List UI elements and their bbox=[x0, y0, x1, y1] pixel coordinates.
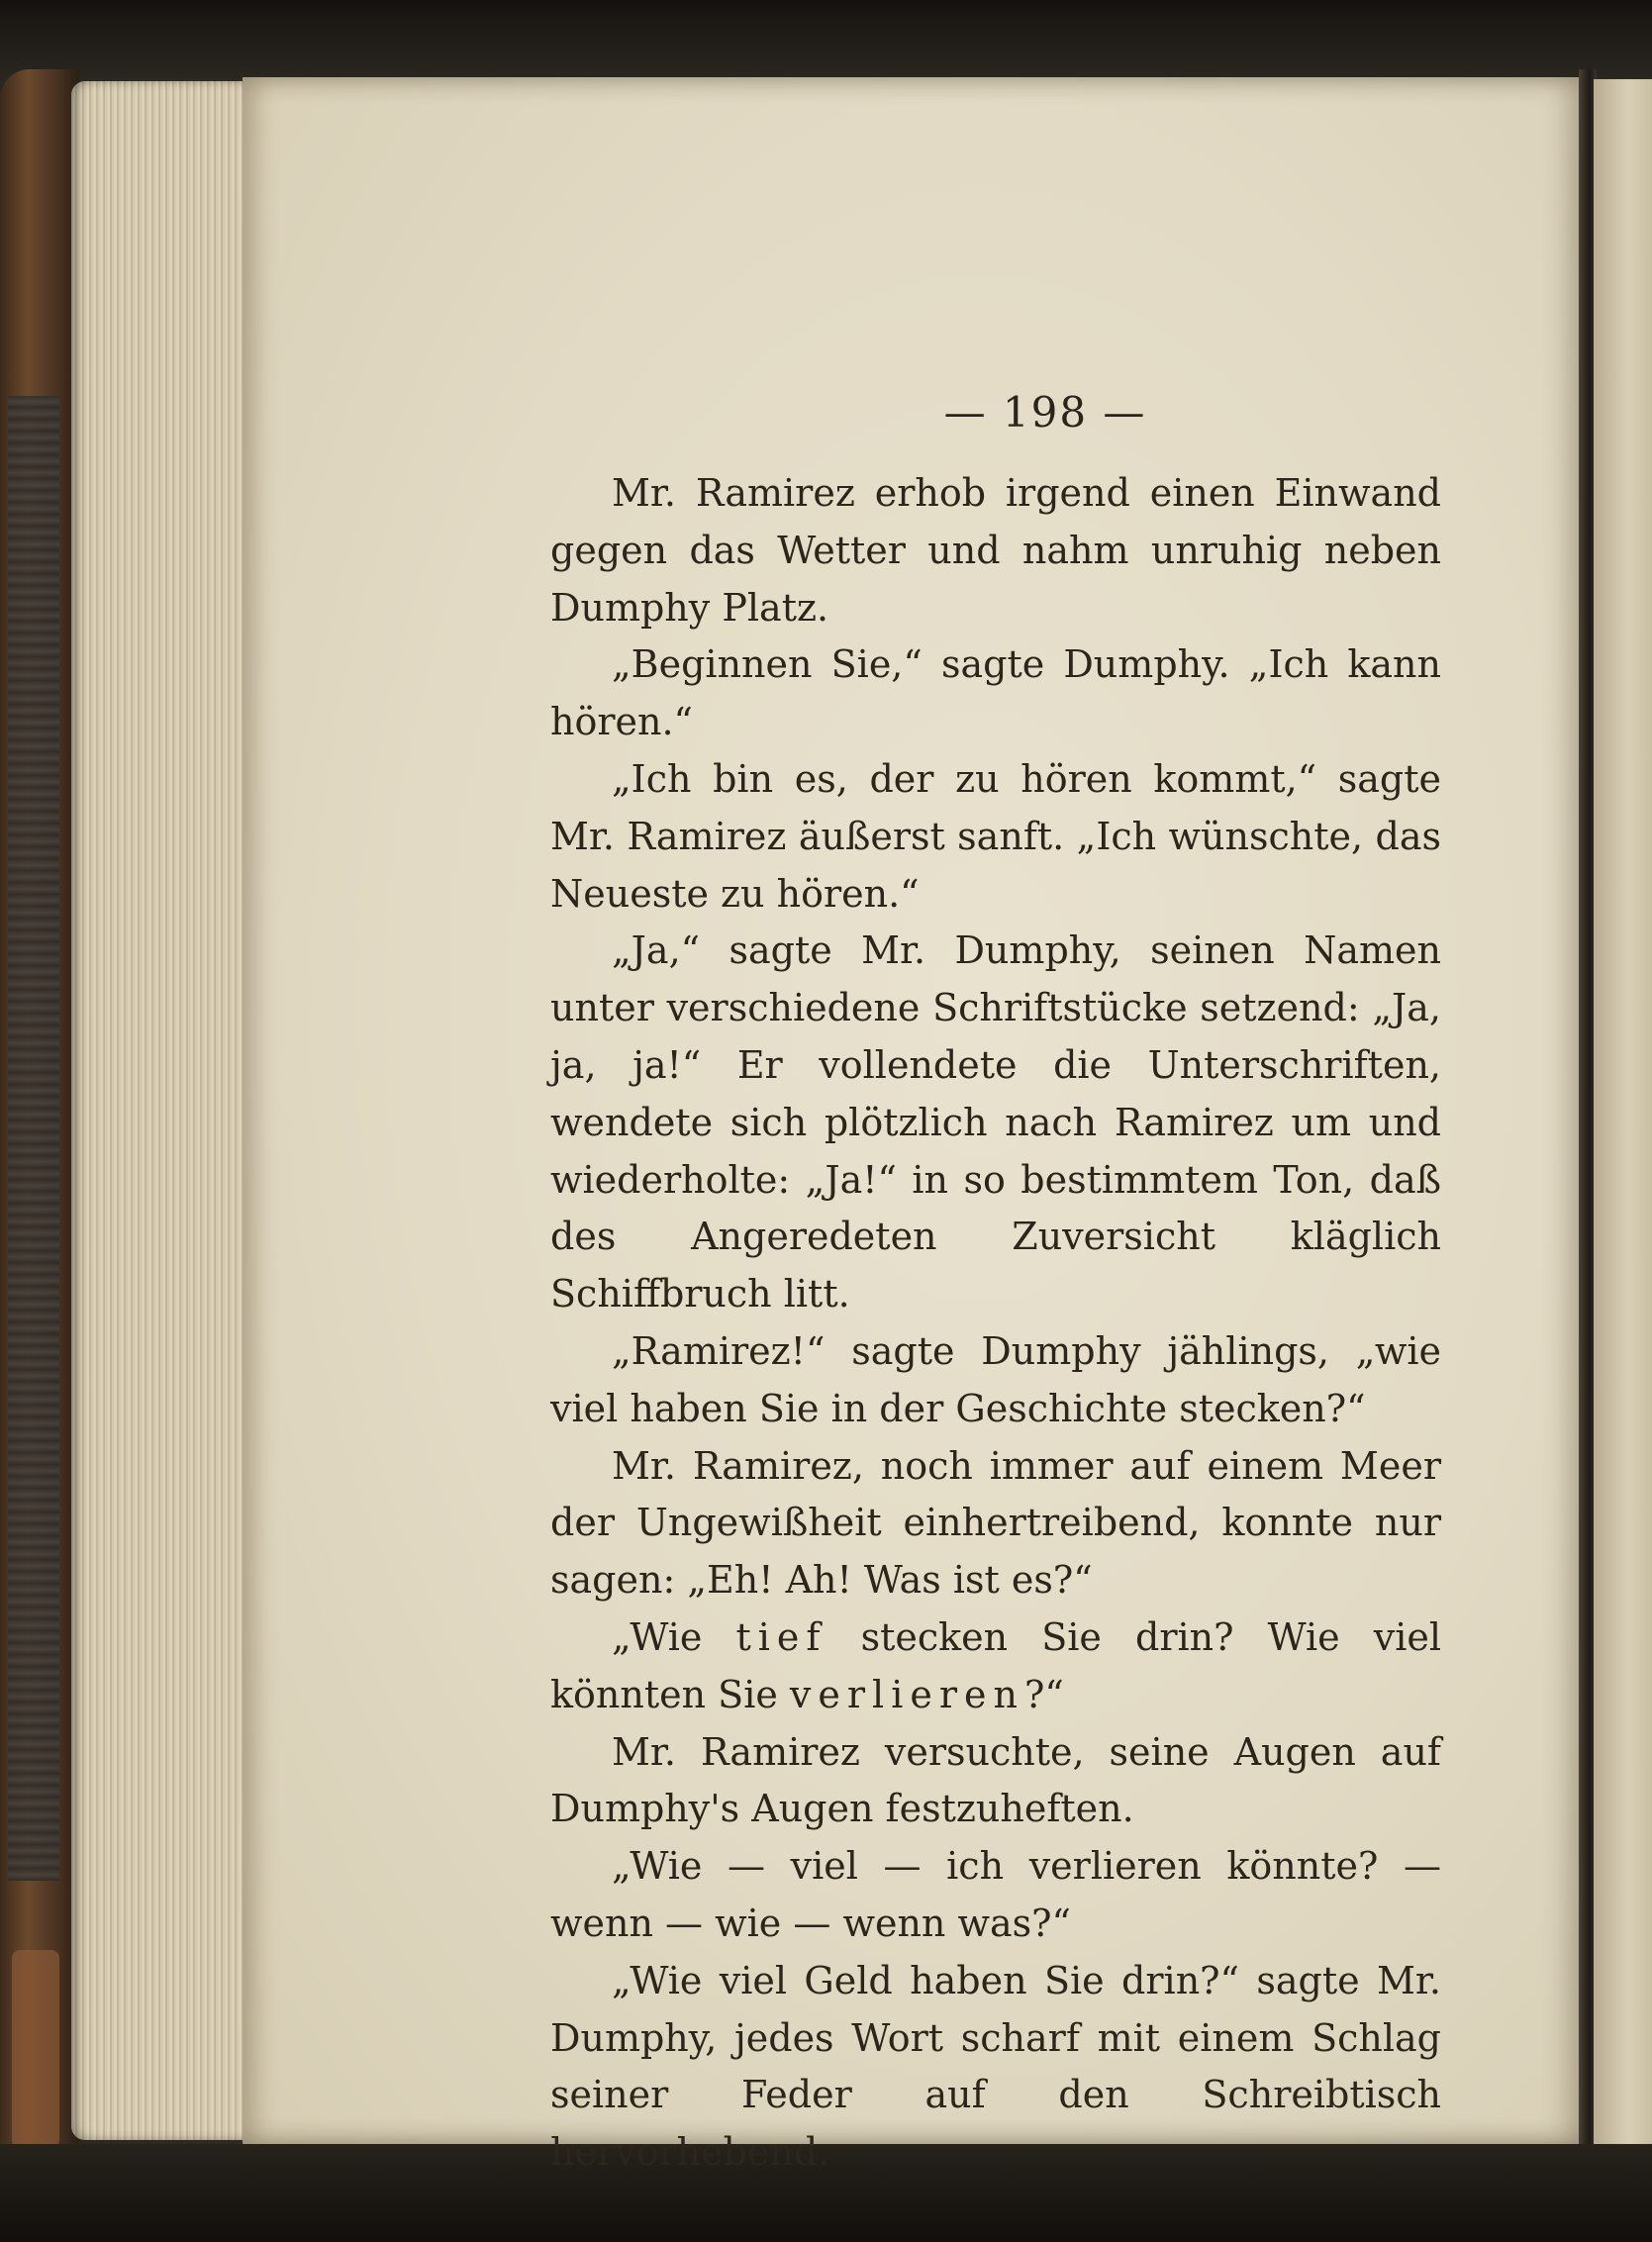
paragraph: Mr. Ramirez versuchte, seine Augen auf Dumphy's Augen festzuheften. bbox=[550, 1729, 1441, 1831]
facing-page-edge bbox=[1594, 79, 1652, 2148]
paragraph: „Wie — viel — ich verlieren könnte? — wenn — wie — wenn was?“ bbox=[550, 1844, 1441, 1945]
paragraph: Mr. Ramirez, noch immer auf einem Meer der Ungewißheit einhertreibend, konnte nur sagen: „Eh! Ah! Was ist es?“ bbox=[550, 1443, 1441, 1603]
paragraph: „Wie viel Geld haben Sie drin?“ sagte Mr. Dumphy, jedes Wort scharf mit einem Schlag seiner Feder auf den Schreibtisch hervorhebend. bbox=[550, 1958, 1441, 2175]
paragraph: „Beginnen Sie,“ sagte Dumphy. „Ich kann hören.“ bbox=[550, 642, 1441, 744]
paragraph: „Ramirez!“ sagte Dumphy jählings, „wie viel haben Sie in der Geschichte stecken?“ bbox=[550, 1328, 1441, 1430]
text-run: stecken Sie drin? Wie viel könnten Sie bbox=[550, 1614, 1441, 1716]
text-run: ?“ bbox=[1023, 1672, 1064, 1716]
paragraph: Mr. Ramirez erhob irgend einen Einwand gegen das Wetter und nahm unruhig neben Dumphy Platz. bbox=[550, 471, 1441, 630]
page-edges-stack bbox=[71, 81, 249, 2140]
emphasized-word: verlieren bbox=[789, 1672, 1024, 1716]
emphasized-word: tief bbox=[735, 1614, 827, 1659]
book-cover-left bbox=[0, 69, 79, 2242]
paragraph: „Ja,“ sagte Mr. Dumphy, seinen Namen unter verschiedene Schriftstücke setzend: „Ja, ja, ja!“ Er vollendete die Unterschriften, wendete sich plötzlich nach Ramirez um und wiederholte: „Ja!“ in so bestimmtem Ton, daß des Angeredeten Zuversicht kläglich Schiffbruch litt. bbox=[550, 928, 1441, 1316]
background-shadow-top bbox=[0, 0, 1652, 79]
cover-worn-corner bbox=[12, 1950, 59, 2148]
paragraph: „Ich bin es, der zu hören kommt,“ sagte Mr. Ramirez äußerst sanft. „Ich wünschte, das Neueste zu hören.“ bbox=[550, 756, 1441, 916]
text-run: „Wie bbox=[612, 1614, 736, 1659]
page-text bbox=[550, 465, 1441, 2182]
cover-cloth-texture bbox=[8, 396, 59, 1881]
paragraph bbox=[550, 1609, 1441, 1724]
page-number: — 198 — bbox=[943, 388, 1147, 437]
